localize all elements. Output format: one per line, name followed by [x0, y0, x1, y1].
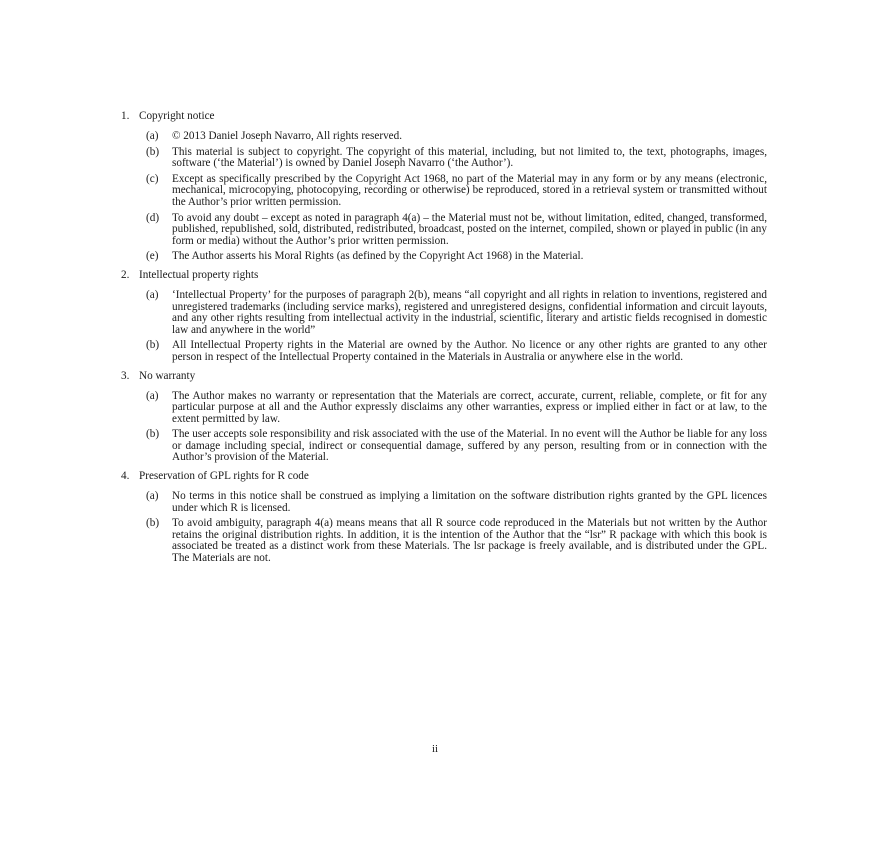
copyright-notice-list [121, 111, 767, 572]
item-text: To avoid any doubt – except as noted in paragraph 4(a) – the Material must not be, without limitation, edited, changed, transformed, published, republished, sold, distributed, redistributed, broadcast, posted on the internet, compiled, shown or played in public (in any form or media) without the Author’s prior written permission. [172, 211, 767, 247]
section-no-warranty [121, 371, 767, 465]
list-item [146, 213, 767, 248]
section-number: 3. [121, 369, 130, 382]
item-text: The user accepts sole responsibility and risk associated with the use of the Material. In no event will the Author be liable for any loss or damage including special, indirect or consequential damage, suffered by any person, resulting from or in connection with the Author’s provision of the Material. [172, 428, 767, 464]
section-copyright-notice [121, 111, 767, 263]
list-item [146, 429, 767, 464]
item-text: © 2013 Daniel Joseph Navarro, All rights reserved. [172, 130, 403, 142]
item-label: (c) [146, 172, 159, 185]
page-number: ii [431, 743, 439, 755]
item-text: All Intellectual Property rights in the Material are owned by the Author. No licence or any other rights are granted to any other person in respect of the Intellectual Property contained in the Materials in Australia or anywhere else in the world. [172, 339, 767, 363]
section-title: Preservation of GPL rights for R code [139, 470, 309, 483]
item-text: The Author makes no warranty or representation that the Materials are correct, accurate, current, reliable, complete, or fit for any particular purpose at all and the Author expressly disclaims any other warranties, express or implied either in fact or at law, to the extent permitted by law. [172, 389, 767, 425]
item-label: (d) [146, 211, 160, 224]
item-label: (a) [146, 130, 159, 142]
list-item [146, 491, 767, 514]
section-title: Copyright notice [139, 110, 215, 122]
section-title: Intellectual property rights [139, 268, 259, 281]
list-item [146, 340, 767, 363]
list-item [146, 391, 767, 426]
section-number: 2. [121, 268, 130, 281]
list-item [146, 147, 767, 170]
section-heading [121, 471, 767, 485]
item-label: (b) [146, 339, 160, 352]
list-item [146, 174, 767, 209]
list-item [146, 131, 767, 143]
item-label: (b) [146, 145, 160, 158]
section-number: 4. [121, 470, 130, 483]
section-heading [121, 111, 767, 125]
item-text: This material is subject to copyright. The copyright of this material, including, but not limited to, the text, photographs, images, software (‘the Material’) is owned by Daniel Joseph Navarro (‘the Author’). [172, 145, 767, 170]
list-item [146, 518, 767, 564]
item-label: (b) [146, 517, 160, 530]
section-intellectual-property [121, 270, 767, 364]
item-text: To avoid ambiguity, paragraph 4(a) means means that all R source code reproduced in the Materials but not written by the Author retains the original distribution rights. In addition, it is the intention of the Author that the “lsr” R package with which this book is associated be treated as a distinct work from these Materials. The lsr package is freely available, and is distributed under the GPL. The Materials are not. [172, 517, 767, 565]
section-title: No warranty [139, 369, 196, 382]
item-label: (a) [146, 389, 159, 402]
item-label: (a) [146, 288, 159, 301]
list-item [146, 290, 767, 336]
item-label: (a) [146, 490, 159, 503]
section-number: 1. [121, 110, 130, 122]
section-gpl-rights [121, 471, 767, 565]
item-text: The Author asserts his Moral Rights (as defined by the Copyright Act 1968) in the Material. [172, 250, 584, 263]
item-label: (e) [146, 250, 159, 263]
item-text: ‘Intellectual Property’ for the purposes of paragraph 2(b), means “all copyright and all rights in relation to inventions, registered and unregistered trademarks (including service marks), registered and unregistered designs, confidential information and circuit layouts, and any other rights resulting from intellectual activity in the industrial, scientific, literary and artistic fields recognised in domestic law and anywhere in the world” [172, 288, 767, 336]
section-heading [121, 371, 767, 385]
section-heading [121, 270, 767, 284]
item-text: Except as specifically prescribed by the Copyright Act 1968, no part of the Material may in any form or by any means (electronic, mechanical, microcopying, photocopying, recording or otherwise) be reproduced, stored in a retrieval system or transmitted without the Author’s prior written permission. [172, 172, 767, 208]
item-label: (b) [146, 428, 160, 441]
item-text: No terms in this notice shall be construed as implying a limitation on the software distribution rights granted by the GPL licences under which R is licensed. [172, 490, 767, 514]
list-item [146, 251, 767, 263]
